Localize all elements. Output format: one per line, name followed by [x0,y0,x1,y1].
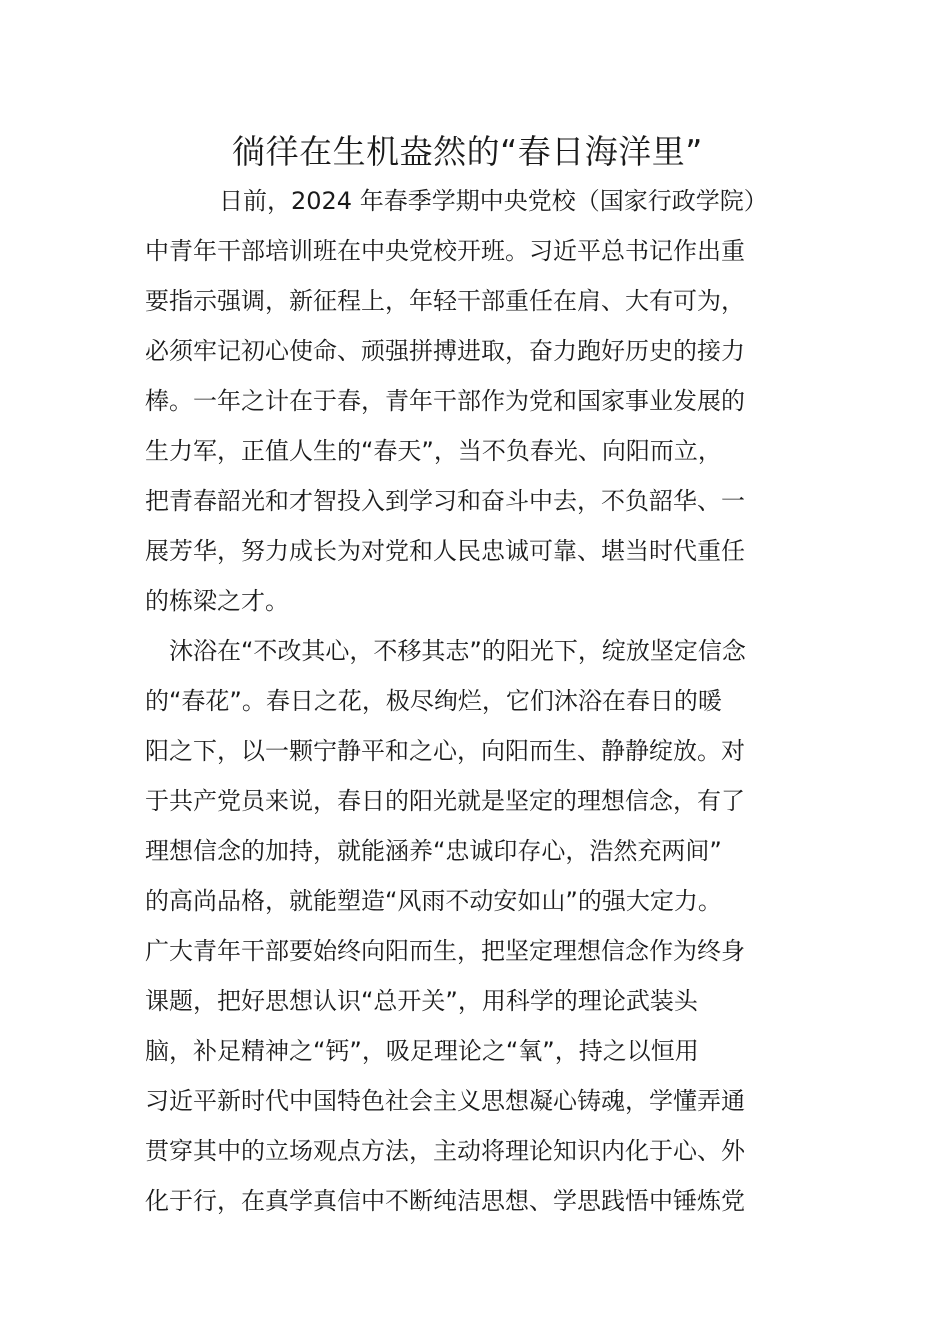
paragraph-line: 要指示强调，新征程上，年轻干部重任在肩、大有可为， [145,287,745,315]
paragraph-line: 的“春花”。春日之花，极尽绚烂，它们沐浴在春日的暖 [145,687,722,715]
paragraph-line: 生力军，正值人生的“春天”，当不负春光、向阳而立， [145,437,722,465]
paragraph-line: 沐浴在“不改其心，不移其志”的阳光下，绽放坚定信念 [169,637,746,665]
paragraph-line: 把青春韶光和才智投入到学习和奋斗中去，不负韶华、一 [145,487,745,515]
paragraph-line: 脑，补足精神之“钙”，吸足理论之“氧”，持之以恒用 [145,1037,699,1065]
paragraph-line: 的高尚品格，就能塑造“风雨不动安如山”的强大定力。 [145,887,722,915]
paragraph-line: 于共产党员来说，春日的阳光就是坚定的理想信念，有了 [145,787,745,815]
paragraph-line: 阳之下，以一颗宁静平和之心，向阳而生、静静绽放。对 [145,737,745,765]
paragraph-line: 日前，2024 年春季学期中央党校（国家行政学院） [219,187,768,215]
paragraph-line: 中青年干部培训班在中央党校开班。习近平总书记作出重 [145,237,745,265]
paragraph-line: 习近平新时代中国特色社会主义思想凝心铸魂，学懂弄通 [145,1087,745,1115]
paragraph-line: 化于行，在真学真信中不断纯洁思想、学思践悟中锤炼党 [145,1187,745,1215]
paragraph-line: 理想信念的加持，就能涵养“忠诚印存心，浩然充两间” [145,837,722,865]
paragraph-line: 必须牢记初心使命、顽强拼搏进取，奋力跑好历史的接力 [145,337,745,365]
paragraph-line: 展芳华，努力成长为对党和人民忠诚可靠、堪当时代重任 [145,537,745,565]
paragraph-line: 课题，把好思想认识“总开关”，用科学的理论武装头 [145,987,698,1015]
paragraph-line: 贯穿其中的立场观点方法，主动将理论知识内化于心、外 [145,1137,745,1165]
page-title: 徜徉在生机盎然的“春日海洋里” [232,132,703,171]
paragraph-line: 棒。一年之计在于春，青年干部作为党和国家事业发展的 [145,387,745,415]
paragraph-line: 的栋梁之才。 [145,587,289,615]
paragraph-line: 广大青年干部要始终向阳而生，把坚定理想信念作为终身 [145,937,745,965]
